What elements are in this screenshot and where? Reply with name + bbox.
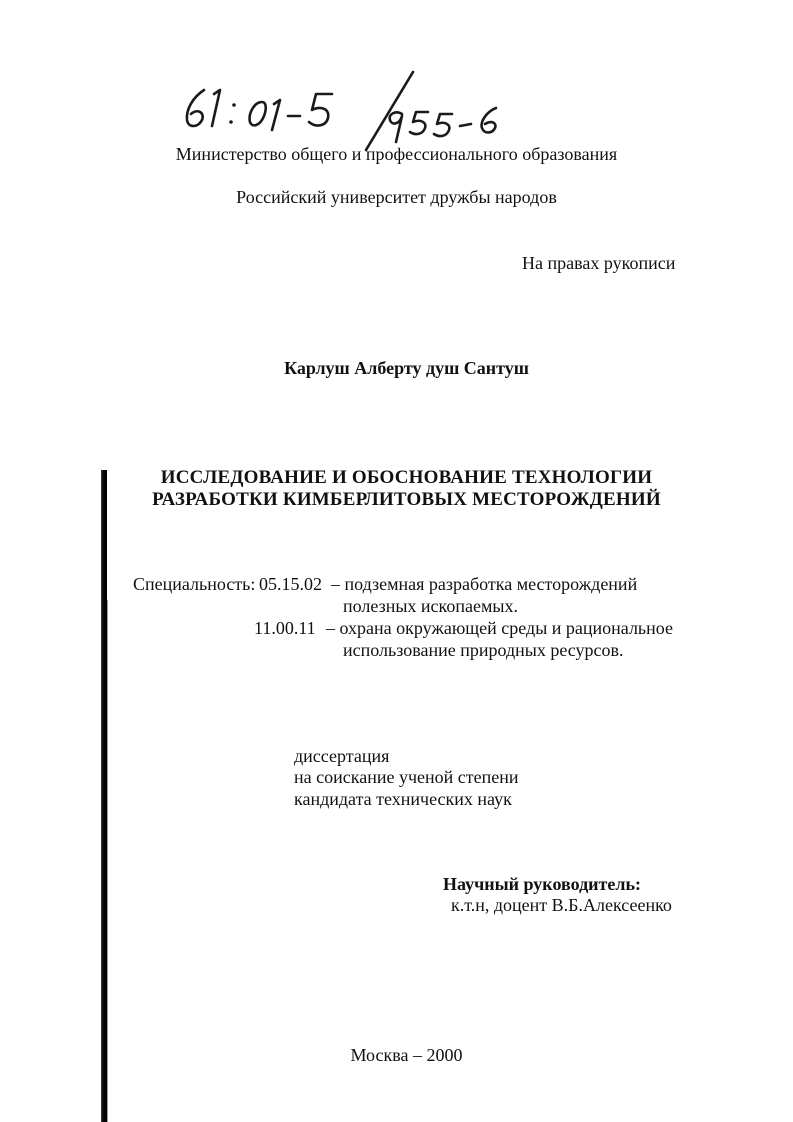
city-year: Москва – 2000 [350, 1045, 463, 1065]
degree-line-1: диссертация [294, 746, 390, 766]
specialty-code-2: 11.00.11 [254, 618, 316, 638]
ministry-name: Министерство общего и профессионального образования [175, 144, 618, 164]
specialty-label: Специальность: [133, 574, 256, 594]
supervisor-name: к.т.н, доцент В.Б.Алексеенко [451, 895, 672, 915]
specialty-desc-2-line-1: – охрана окружающей среды и рациональное [326, 618, 673, 638]
specialty-desc-1-line-1: – подземная разработка месторождений [331, 574, 638, 594]
specialty-code-1: 05.15.02 [259, 574, 322, 594]
degree-line-2: на соискание ученой степени [294, 767, 519, 787]
dissertation-title-line-2: РАЗРАБОТКИ КИМБЕРЛИТОВЫХ МЕСТОРОЖДЕНИЙ [152, 489, 661, 510]
manuscript-rights-note: На правах рукописи [522, 253, 676, 273]
dissertation-title-line-1: ИССЛЕДОВАНИЕ И ОБОСНОВАНИЕ ТЕХНОЛОГИИ [160, 467, 653, 488]
supervisor-label: Научный руководитель: [443, 874, 641, 894]
author-name: Карлуш Алберту душ Сантуш [284, 358, 529, 378]
specialty-desc-2-line-2: использование природных ресурсов. [343, 640, 624, 660]
specialty-desc-1-line-2: полезных ископаемых. [343, 596, 518, 616]
degree-line-3: кандидата технических наук [294, 789, 512, 809]
university-name: Российский университет дружбы народов [236, 187, 557, 207]
